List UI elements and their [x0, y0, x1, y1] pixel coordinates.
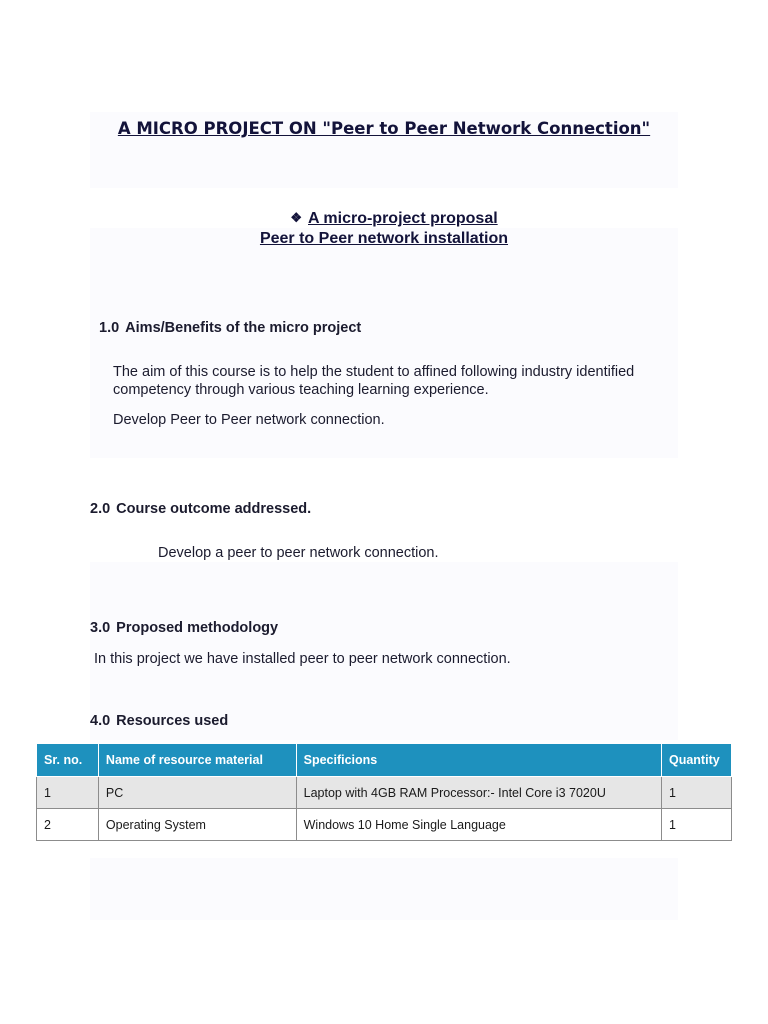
table-cell: PC — [98, 777, 296, 809]
background-band — [90, 858, 678, 920]
outcome-paragraph: Develop a peer to peer network connection. — [158, 545, 439, 561]
section-heading-methodology — [90, 620, 278, 636]
section-heading-aims — [99, 320, 361, 336]
table-row — [37, 809, 732, 841]
column-header-sr-no: Sr. no. — [37, 744, 99, 777]
section-number: 1.0 — [99, 320, 120, 336]
table-row — [37, 777, 732, 809]
column-header-specifications: Specificions — [296, 744, 661, 777]
proposal-line-2 — [0, 230, 768, 248]
diamond-bullet-icon: ❖ — [290, 210, 302, 225]
table-cell: 1 — [37, 777, 99, 809]
table-cell: Windows 10 Home Single Language — [296, 809, 661, 841]
table-cell: Operating System — [98, 809, 296, 841]
table-cell: Laptop with 4GB RAM Processor:- Intel Core i3 7020U — [296, 777, 661, 809]
resources-table — [36, 743, 732, 841]
aims-goal: Develop Peer to Peer network connection. — [113, 412, 385, 428]
section-heading-outcome — [90, 501, 311, 517]
table-cell: 1 — [661, 777, 731, 809]
section-title: Resources used — [116, 713, 229, 729]
proposal-title: A micro-project proposal — [308, 210, 498, 227]
column-header-quantity: Quantity — [661, 744, 731, 777]
table-header-row — [37, 744, 732, 777]
column-header-resource-name: Name of resource material — [98, 744, 296, 777]
section-number: 4.0 — [90, 713, 111, 729]
methodology-paragraph: In this project we have installed peer to peer network connection. — [94, 651, 511, 667]
section-title: Proposed methodology — [116, 620, 279, 636]
section-heading-resources — [90, 713, 228, 729]
table-cell: 1 — [661, 809, 731, 841]
page-title: A MICRO PROJECT ON "Peer to Peer Network Connection" — [117, 119, 651, 138]
section-title: Aims/Benefits of the micro project — [125, 320, 362, 336]
section-number: 3.0 — [90, 620, 111, 636]
section-number: 2.0 — [90, 501, 111, 517]
proposal-subtitle: Peer to Peer network installation — [259, 230, 509, 247]
section-title: Course outcome addressed. — [116, 501, 312, 517]
proposal-line-1 — [10, 210, 768, 228]
table-cell: 2 — [37, 809, 99, 841]
aims-paragraph: The aim of this course is to help the student to affined following industry identified competency through various teaching learning experience. — [113, 364, 635, 398]
